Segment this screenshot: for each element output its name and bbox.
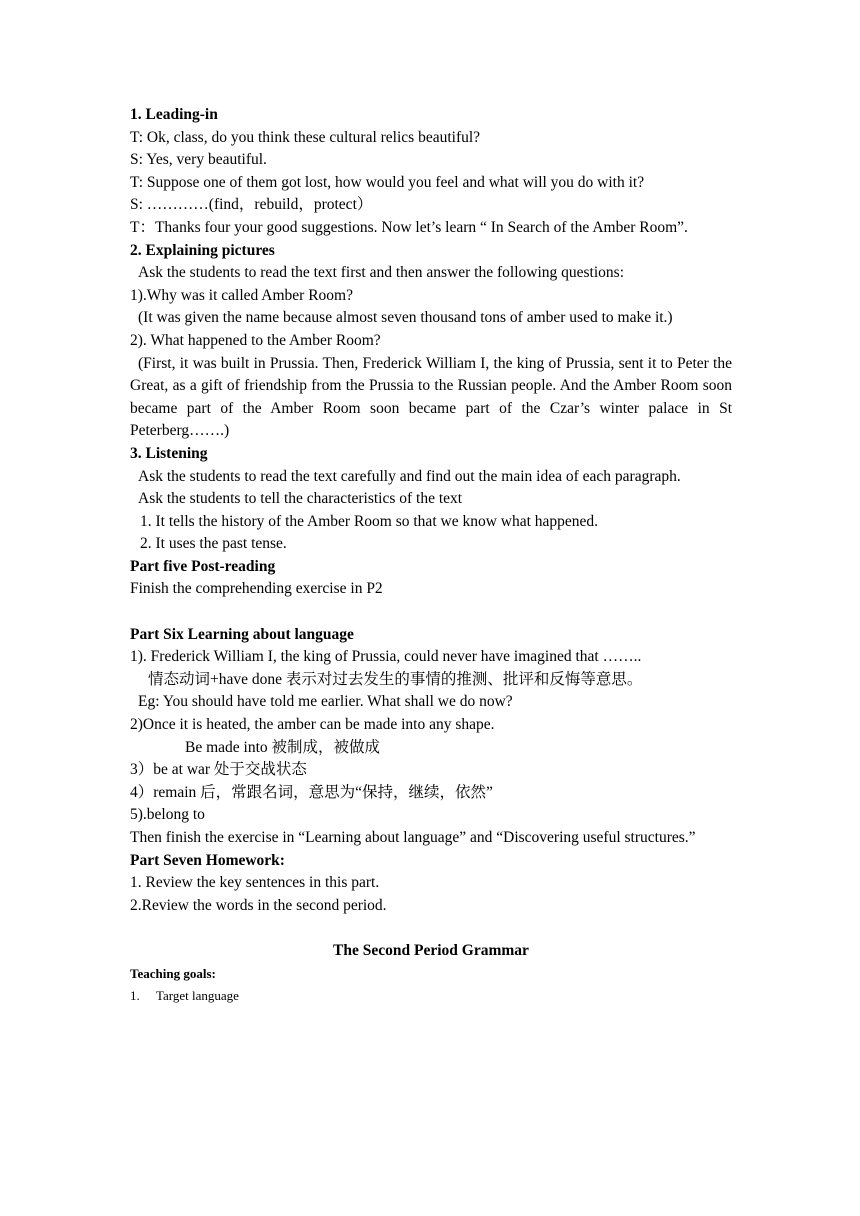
document-body: [130, 104, 732, 1007]
homework-item: 2.Review the words in the second period.: [130, 896, 387, 914]
answer-2: (First, it was built in Prussia. Then, Frederick William I, the king of Prussia, sent it to Peter the Great, as a gift of friendship from the Prussia to the Russian people. And the Amber Room soon became part of the Amber Room soon became part of the Czar’s winter palace in St Peterberg…….): [130, 354, 732, 440]
instruction-text: Ask the students to tell the characteristics of the text: [138, 490, 463, 508]
question-2: 2). What happened to the Amber Room?: [130, 331, 381, 349]
spacer: [130, 601, 732, 624]
instruction-text: Finish the comprehending exercise in P2: [130, 580, 383, 598]
instruction-text: Ask the students to read the text first and then answer the following questions:: [138, 264, 625, 282]
section-heading-explaining-pictures: 2. Explaining pictures: [130, 241, 275, 259]
language-note: 情态动词+have done 表示对过去发生的事情的推测、批评和反悔等意思。: [148, 670, 643, 688]
section-heading-leading-in: 1. Leading-in: [130, 106, 218, 123]
list-item: 2. It uses the past tense.: [140, 535, 287, 553]
goal-number: 1.: [130, 987, 140, 1003]
dialogue-line: T: Ok, class, do you think these cultural relics beautiful?: [130, 128, 481, 146]
dialogue-line: T: Suppose one of them got lost, how would you feel and what will you do with it?: [130, 173, 645, 191]
spacer: [130, 917, 732, 940]
goal-item: [130, 985, 732, 1007]
goal-text: Target language: [156, 987, 239, 1003]
section-heading-part-six: Part Six Learning about language: [130, 625, 354, 643]
instruction-text: Then finish the exercise in “Learning about language” and “Discovering useful structures.”: [130, 829, 696, 846]
list-item: 1. It tells the history of the Amber Room so that we know what happened.: [140, 512, 599, 530]
language-note: Be made into 被制成，被做成: [185, 738, 381, 756]
section-heading-part-five: Part five Post-reading: [130, 557, 276, 575]
language-point-2: 2)Once it is heated, the amber can be made into any shape.: [130, 716, 495, 734]
language-point-3: 3）be at war 处于交战状态: [130, 761, 307, 779]
instruction-text: Ask the students to read the text carefully and find out the main idea of each paragraph.: [138, 467, 681, 485]
answer-1: (It was given the name because almost seven thousand tons of amber used to make it.): [138, 309, 673, 327]
homework-item: 1. Review the key sentences in this part.: [130, 874, 380, 892]
language-point-5: 5).belong to: [130, 806, 205, 824]
example-sentence: Eg: You should have told me earlier. What shall we do now?: [138, 693, 513, 711]
section-heading-part-seven: Part Seven Homework:: [130, 851, 285, 869]
dialogue-line: S: …………(find，rebuild，protect）: [130, 196, 373, 214]
section-heading-listening: 3. Listening: [130, 444, 208, 462]
dialogue-line: S: Yes, very beautiful.: [130, 151, 267, 169]
dialogue-line: T：Thanks four your good suggestions. Now let’s learn “ In Search of the Amber Room”.: [130, 218, 688, 236]
question-1: 1).Why was it called Amber Room?: [130, 286, 353, 304]
period-title: The Second Period Grammar: [333, 941, 529, 959]
language-point-1: 1). Frederick William I, the king of Prussia, could never have imagined that ……..: [130, 648, 642, 666]
language-point-4: 4）remain 后，常跟名词，意思为“保持，继续，依然”: [130, 783, 493, 801]
teaching-goals-heading: Teaching goals:: [130, 965, 216, 981]
